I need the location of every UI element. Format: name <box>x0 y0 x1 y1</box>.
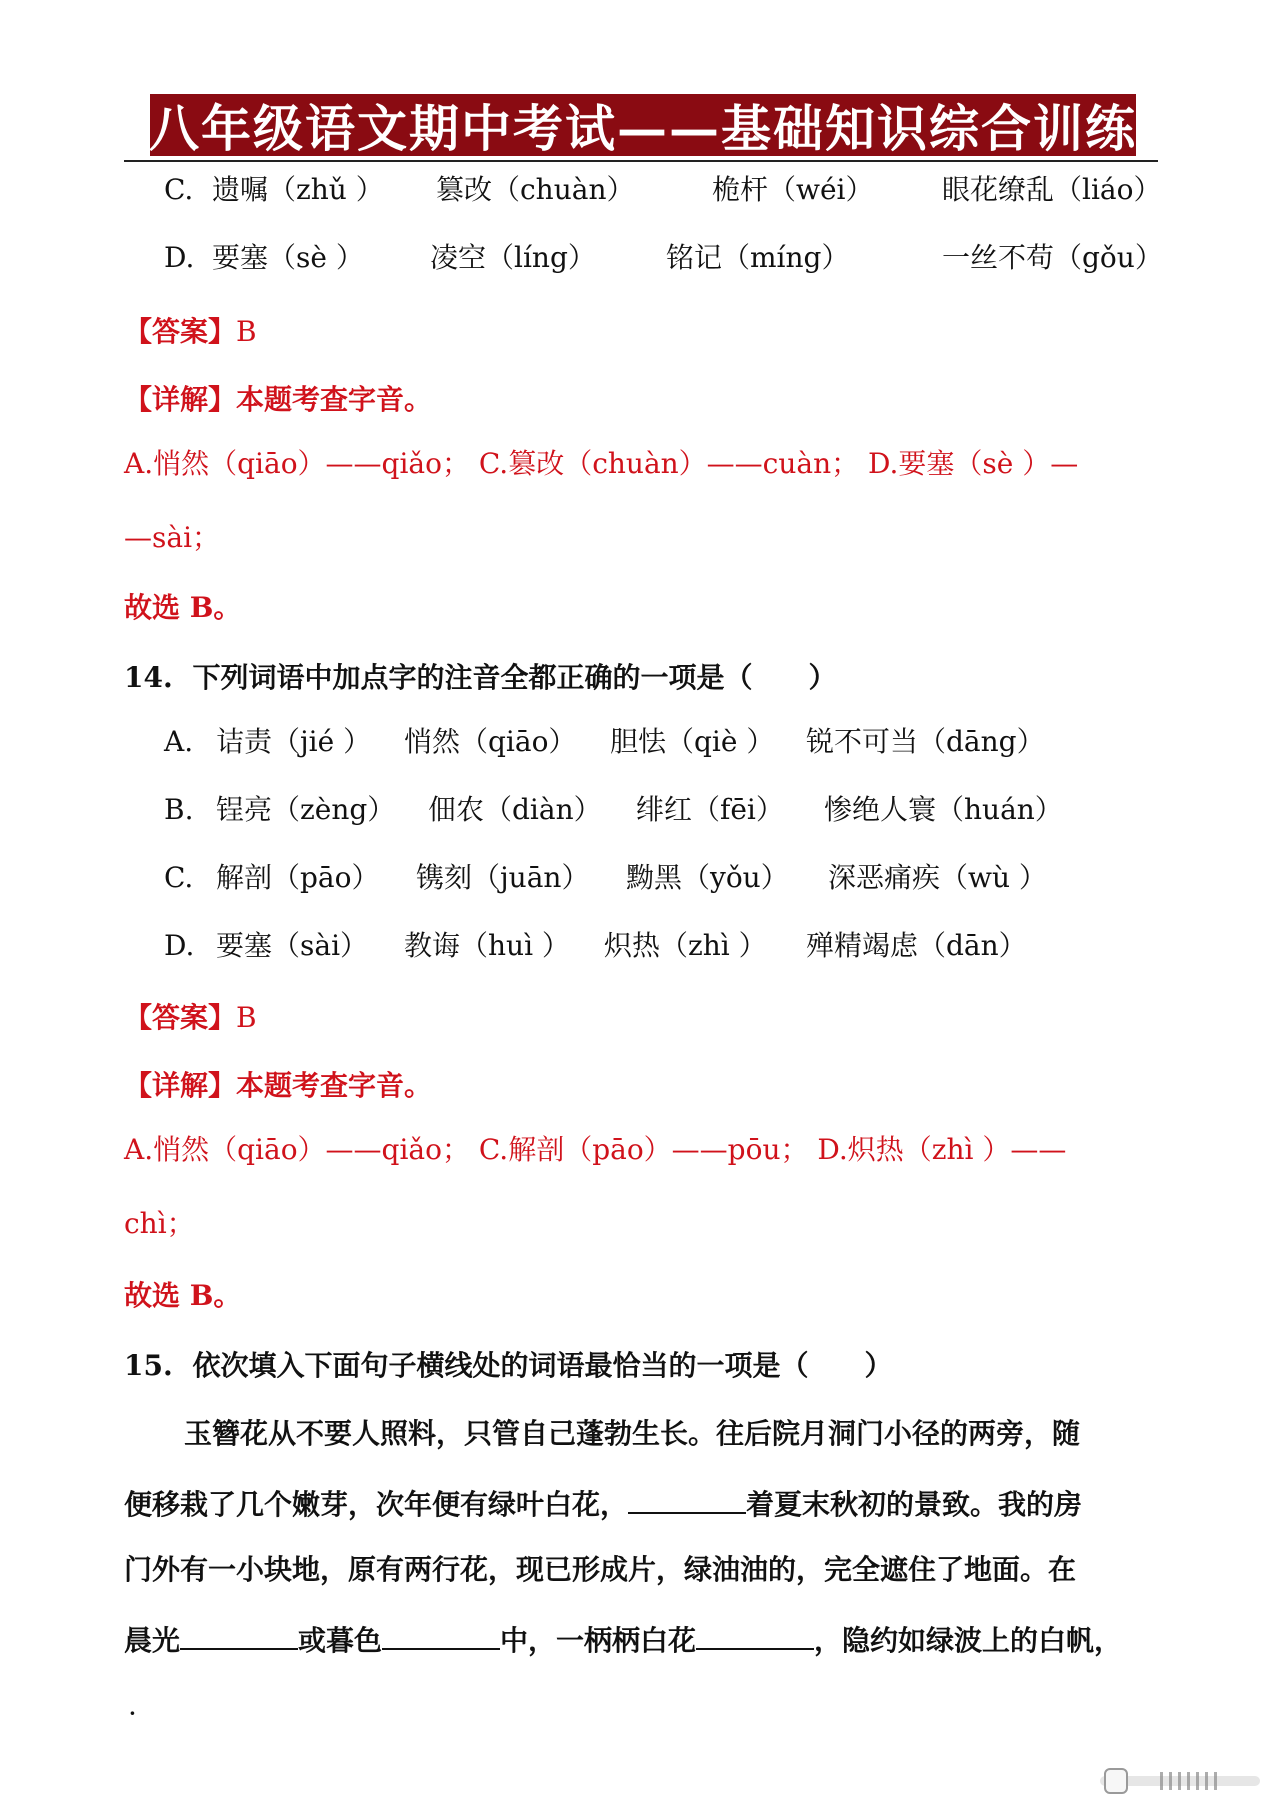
page-title: 八年级语文期中考试——基础知识综合训练 <box>150 94 1136 156</box>
question-number: 14. <box>124 661 173 694</box>
fill-blank[interactable] <box>628 1482 746 1514</box>
option-item: 桅杆（wéi） <box>712 173 874 206</box>
option-item: 绯红（fēi） <box>636 793 784 826</box>
passage-text: 或暮色 <box>298 1624 383 1657</box>
option-item: 锃亮（zèng） <box>216 793 396 826</box>
option-item: 诘责（jié ） <box>216 725 372 758</box>
option-letter: C. <box>164 173 194 206</box>
option-item: 解剖（pāo） <box>216 861 380 894</box>
answer-label: 【答案】 <box>124 315 237 348</box>
option-item: 要塞（sài） <box>216 929 369 962</box>
answer-label: 【答案】 <box>124 1001 237 1034</box>
passage-text: ，隐约如绿波上的白帆， <box>814 1624 1123 1657</box>
q14-explanation <box>124 1066 432 1106</box>
scrollbar-grip-icon <box>1160 1772 1220 1790</box>
answer-value: B <box>236 1001 257 1034</box>
passage-text: 着夏末秋初的景致。我的房 <box>746 1488 1083 1521</box>
explain-label: 【详解】 <box>124 1069 237 1102</box>
horizontal-scrollbar[interactable] <box>1100 1768 1260 1794</box>
passage-line <box>124 1482 1082 1525</box>
option-item: 要塞（sè ） <box>212 241 364 274</box>
option-item: 镌刻（juān） <box>416 861 590 894</box>
question-text: 依次填入下面句子横线处的词语最恰当的一项是（ ） <box>192 1349 893 1382</box>
q15-stem <box>124 1346 892 1386</box>
option-item: 深恶痛疾（wù ） <box>828 861 1047 894</box>
passage-line: 门外有一小块地，原有两行花，现已形成片，绿油油的，完全遮住了地面。在 <box>124 1553 1077 1586</box>
option-item: 胆怯（qiè ） <box>610 725 775 758</box>
option-item: 一丝不苟（gǒu） <box>942 241 1163 274</box>
passage-text: 便移栽了几个嫩芽，次年便有绿叶白花， <box>124 1488 629 1521</box>
q13-conclusion: 故选 B。 <box>124 591 242 624</box>
option-item: 黝黑（yǒu） <box>626 861 789 894</box>
option-item: 眼花缭乱（liáo） <box>942 173 1162 206</box>
option-item: 惨绝人寰（huán） <box>824 793 1063 826</box>
fill-blank[interactable] <box>382 1618 500 1650</box>
q13-detail-line: —sài； <box>124 521 221 554</box>
scrollbar-thumb[interactable] <box>1104 1768 1128 1794</box>
passage-line <box>124 1618 1122 1661</box>
option-item: 凌空（líng） <box>430 241 596 274</box>
q13-answer <box>124 312 257 352</box>
q14-conclusion: 故选 B。 <box>124 1279 242 1312</box>
passage-text: 晨光 <box>124 1624 181 1657</box>
option-letter: C. <box>164 861 194 894</box>
option-letter: D. <box>164 241 195 274</box>
passage-text: 中，一柄柄白花 <box>500 1624 697 1657</box>
option-item: 遗嘱（zhǔ ） <box>212 173 384 206</box>
q13-detail-line: A.悄然（qiāo）——qiǎo； C.篡改（chuàn）——cuàn； D.要塞（sè ）— <box>124 447 1079 480</box>
page-bottom-mark: · <box>128 1697 137 1730</box>
option-item: 悄然（qiāo） <box>404 725 577 758</box>
title-divider <box>124 160 1158 162</box>
answer-value: B <box>236 315 257 348</box>
explain-label: 【详解】 <box>124 383 237 416</box>
fill-blank[interactable] <box>180 1618 298 1650</box>
q14-detail-line: A.悄然（qiāo）——qiǎo； C.解剖（pāo）——pōu； D.炽热（zhì ）—— <box>124 1133 1067 1166</box>
explain-text: 本题考查字音。 <box>236 383 433 416</box>
question-text: 下列词语中加点字的注音全都正确的一项是（ ） <box>192 661 837 694</box>
question-number: 15. <box>124 1349 173 1382</box>
q13-explanation <box>124 380 432 420</box>
q14-stem <box>124 658 836 698</box>
passage-line: 玉簪花从不要人照料，只管自己蓬勃生长。往后院月洞门小径的两旁，随 <box>184 1417 1081 1450</box>
q14-detail-line: chì； <box>124 1207 195 1240</box>
option-item: 锐不可当（dāng） <box>806 725 1045 758</box>
option-item: 炽热（zhì ） <box>604 929 767 962</box>
option-item: 佃农（diàn） <box>428 793 602 826</box>
explain-text: 本题考查字音。 <box>236 1069 433 1102</box>
option-letter: A. <box>164 725 194 758</box>
option-letter: B. <box>164 793 194 826</box>
option-item: 教诲（huì ） <box>404 929 570 962</box>
option-letter: D. <box>164 929 195 962</box>
option-item: 篡改（chuàn） <box>436 173 635 206</box>
fill-blank[interactable] <box>696 1618 814 1650</box>
q14-answer <box>124 998 257 1038</box>
option-item: 铭记（míng） <box>666 241 850 274</box>
option-item: 殚精竭虑（dān） <box>806 929 1027 962</box>
